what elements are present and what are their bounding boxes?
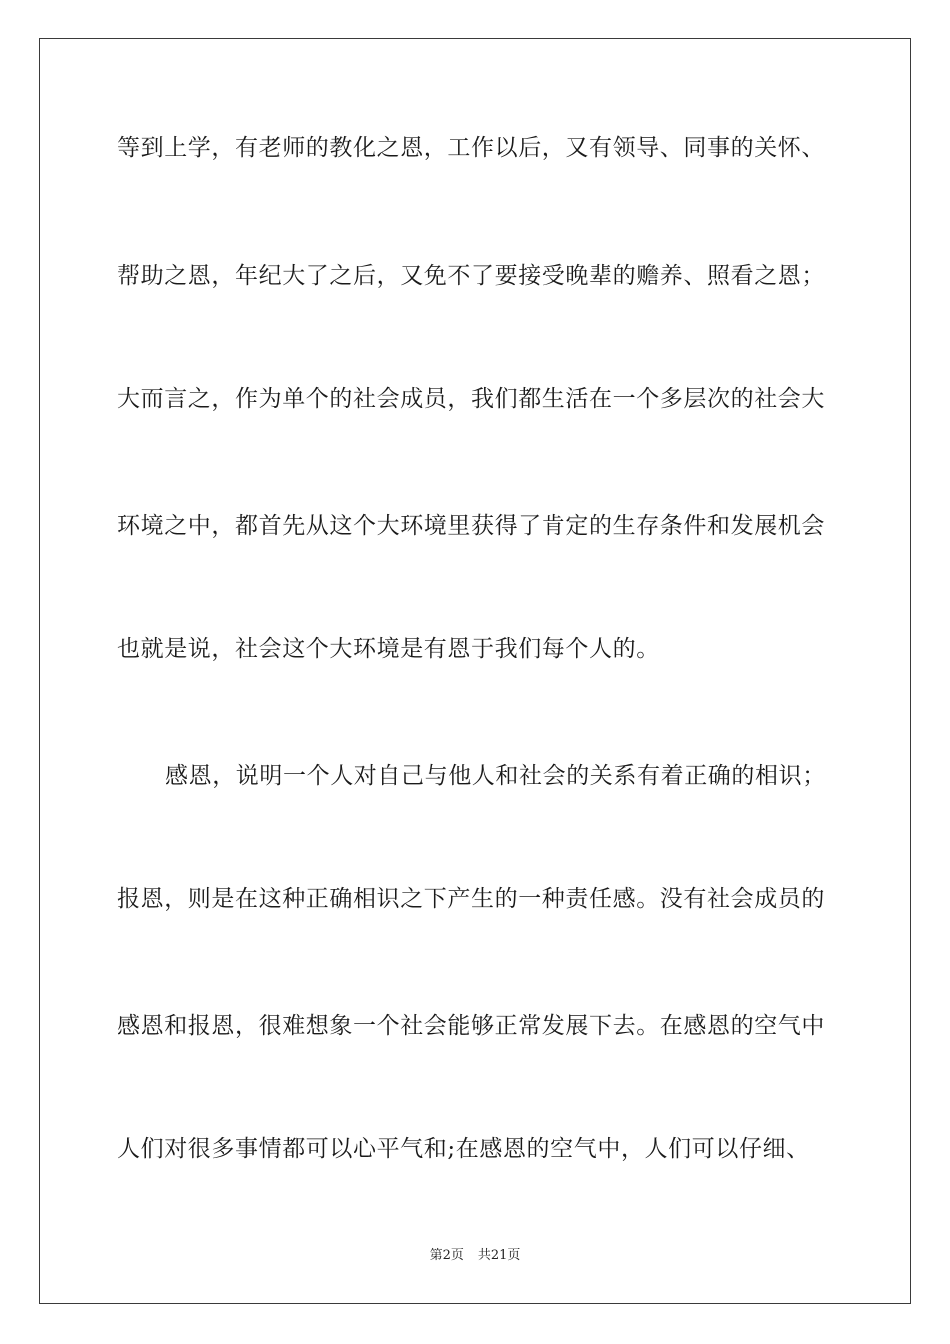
paragraph-start-line: 感恩，说明一个人对自己与他人和社会的关系有着正确的相识； — [165, 763, 826, 789]
page-border — [39, 38, 911, 1304]
page-number: 第2页 — [429, 1248, 464, 1263]
text-line-9: 人们对很多事情都可以心平气和;在感恩的空气中，人们可以仔细、 — [117, 1136, 810, 1162]
total-pages: 共21页 — [477, 1248, 521, 1263]
text-line-4: 环境之中，都首先从这个大环境里获得了肯定的生存条件和发展机会 — [117, 513, 825, 539]
text-line-1: 等到上学，有老师的教化之恩，工作以后，又有领导、同事的关怀、 — [117, 135, 825, 161]
page-footer — [0, 1247, 950, 1265]
text-line-3: 大而言之，作为单个的社会成员，我们都生活在一个多层次的社会大 — [117, 386, 825, 412]
text-line-8: 感恩和报恩，很难想象一个社会能够正常发展下去。在感恩的空气中 — [117, 1013, 825, 1039]
text-line-7: 报恩，则是在这种正确相识之下产生的一种责任感。没有社会成员的 — [117, 886, 825, 912]
text-line-5: 也就是说，社会这个大环境是有恩于我们每个人的。 — [117, 636, 660, 662]
text-line-2: 帮助之恩，年纪大了之后，又免不了要接受晚辈的赡养、照看之恩； — [117, 263, 825, 289]
